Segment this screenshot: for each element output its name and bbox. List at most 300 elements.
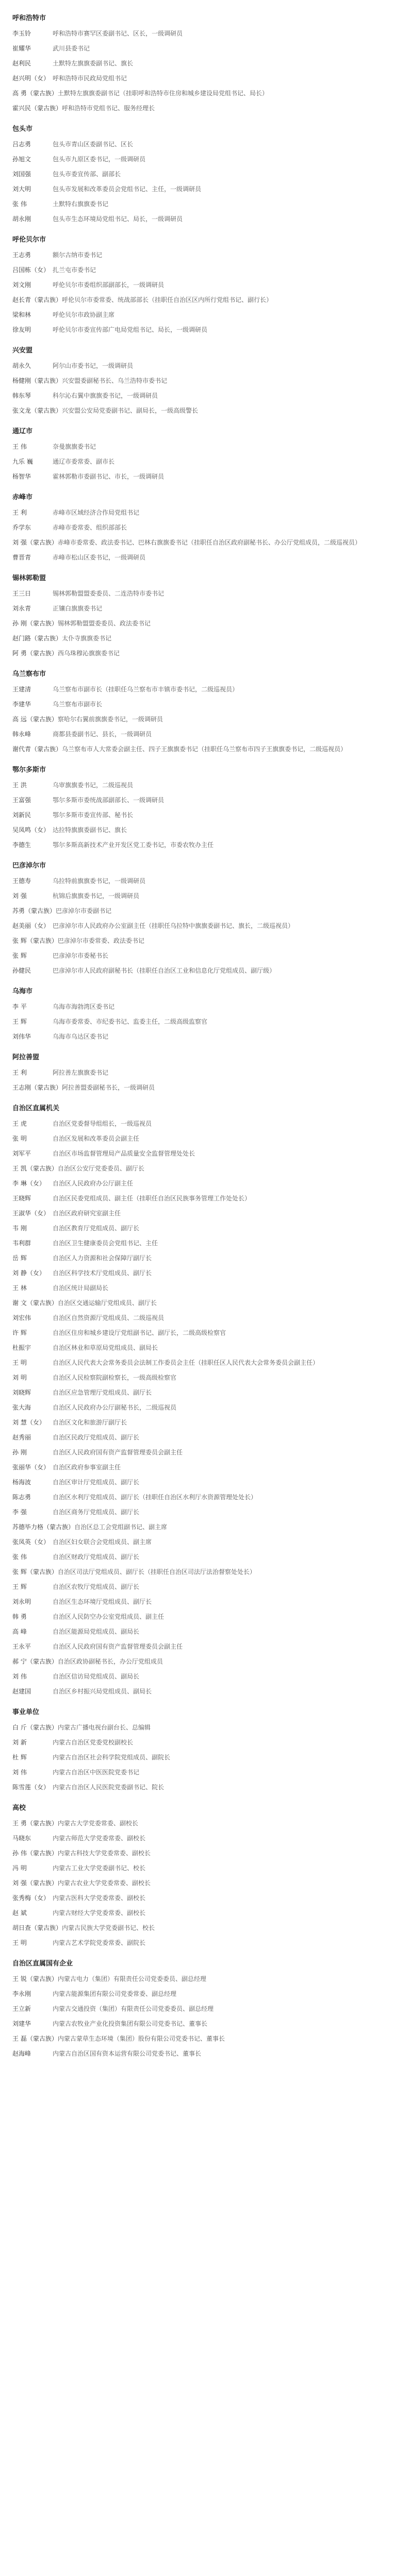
person-title: 自治区民委党组成员、副主任（挂职任自治区民族事务管理工作处处长）	[53, 1195, 251, 1202]
person-title: 巴彦淖尔市人民政府副秘书长（挂职任自治区工业和信息化厅党组成员、副厅级）	[53, 967, 276, 974]
person-name: 王志勇	[12, 251, 31, 259]
section-heading: 自治区直属国有企业	[12, 1960, 73, 1968]
person-title: 呼伦贝尔市委常委、统战部部长（挂职任自治区区内所行党组书记、副行长）	[62, 296, 273, 303]
entry-list	[12, 26, 396, 116]
person-name: 王三日	[12, 590, 31, 597]
person-title: 自治区信访局党组成员、副局长	[53, 1673, 140, 1680]
list-item	[12, 1891, 396, 1906]
person-name: 韩 勇	[12, 1613, 27, 1620]
list-item	[12, 248, 396, 263]
list-item	[12, 1415, 396, 1430]
list-item	[12, 56, 396, 71]
person-title: 呼伦贝尔市委宣传部广电局党组书记、局长，一级调研员	[53, 326, 208, 333]
list-item	[12, 919, 396, 934]
person-name: 杨智华	[12, 473, 31, 480]
person-title: 呼和浩特市党组书记、服务经理长	[62, 105, 155, 112]
section	[12, 5, 396, 116]
section-heading: 巴彦淖尔市	[12, 862, 46, 870]
list-item	[12, 454, 396, 469]
person-title: 奈曼旗旗委书记	[53, 443, 96, 450]
person-title: 自治区总工会党组副书记、副主席	[74, 1523, 168, 1531]
person-name: 王 磊（蒙古族）	[12, 2035, 58, 2042]
person-name: 谢代青（蒙古族）	[12, 745, 62, 753]
section	[12, 1044, 396, 1095]
list-item	[12, 137, 396, 152]
list-item	[12, 403, 396, 418]
person-name: 赵 斌	[12, 1909, 27, 1917]
section	[12, 757, 396, 853]
list-item	[12, 646, 396, 661]
person-title: 自治区司法厅党组成员、副厅长（挂职任自治区司法厅法治督察处处长）	[57, 1568, 256, 1575]
list-item	[12, 197, 396, 212]
section-heading: 赤峰市	[12, 494, 33, 501]
person-title: 乌海市乌达区委书记	[53, 1033, 109, 1040]
person-title: 呼和浩特市赛罕区委副书记、区长，一级调研员	[53, 30, 183, 37]
person-name: 九乐 巍	[12, 458, 33, 465]
person-name: 孙 伟（蒙古族）	[12, 1850, 58, 1857]
list-item	[12, 742, 396, 757]
person-title: 内蒙古自治区党委党校副校长	[53, 1739, 134, 1746]
person-name: 许 辉	[12, 1329, 27, 1336]
list-item	[12, 948, 396, 963]
person-name: 胡日查（蒙古族）	[12, 1924, 62, 1931]
person-title: 自治区乡村振兴局党组成员、副局长	[53, 1688, 152, 1695]
list-item	[12, 1326, 396, 1341]
person-name: 刘宏伟	[12, 1314, 31, 1321]
list-item	[12, 1475, 396, 1490]
person-name: 阿 勇（蒙古族）	[12, 650, 58, 657]
list-item	[12, 520, 396, 535]
person-name: 冯 明	[12, 1865, 27, 1872]
person-name: 张丽华（女）	[12, 1464, 50, 1471]
list-item	[12, 263, 396, 278]
person-name: 曹晋青	[12, 554, 31, 561]
person-title: 自治区公安厅党委委员、副厅长	[57, 1165, 144, 1172]
list-item	[12, 1720, 396, 1735]
person-title: 扎兰屯市委书记	[53, 266, 96, 274]
person-name: 霍兴民（蒙古族）	[12, 105, 62, 112]
list-item	[12, 793, 396, 808]
section-heading: 包头市	[12, 125, 33, 133]
person-name: 张 明	[12, 1135, 27, 1142]
person-title: 内蒙古广播电视台副台长、总编辑	[57, 1724, 151, 1731]
person-title: 锡林郭勒盟盟委委员、二连浩特市委书记	[53, 590, 165, 597]
entry-list	[12, 359, 396, 418]
person-name: 韩东琴	[12, 392, 31, 399]
person-title: 自治区教育厅党组成员、副厅长	[53, 1225, 140, 1232]
person-title: 达拉特旗旗委副书记、旗长	[53, 826, 127, 834]
section	[12, 1795, 396, 1951]
person-name: 高 峰	[12, 1628, 27, 1635]
list-item	[12, 293, 396, 308]
section	[12, 418, 396, 484]
list-item	[12, 388, 396, 403]
section	[12, 661, 396, 757]
list-item	[12, 1765, 396, 1780]
list-item	[12, 874, 396, 889]
person-name: 韦利群	[12, 1240, 31, 1247]
list-item	[12, 1972, 396, 1987]
list-item	[12, 2016, 396, 2031]
person-name: 王 凯（蒙古族）	[12, 1165, 58, 1172]
person-title: 自治区能源局党组成员、副局长	[53, 1628, 140, 1635]
list-item	[12, 1580, 396, 1595]
person-name: 王 明	[12, 1939, 27, 1946]
list-item	[12, 1370, 396, 1385]
section-heading: 兴安盟	[12, 347, 33, 354]
person-name: 王 辉	[12, 1018, 27, 1025]
person-title: 自治区政府研究室副主任	[53, 1210, 121, 1217]
list-item	[12, 1520, 396, 1535]
person-title: 包头市生态环境局党组书记、局长，一级调研员	[53, 215, 183, 223]
person-name: 赵门路（蒙古族）	[12, 635, 62, 642]
person-title: 包头市九原区委书记，一级调研员	[53, 156, 146, 163]
list-item	[12, 823, 396, 838]
section-heading: 呼和浩特市	[12, 14, 46, 22]
person-title: 自治区统计局副局长	[53, 1284, 109, 1292]
person-title: 自治区人民防空办公室党组成员、副主任	[53, 1613, 165, 1620]
person-name: 吕国栋（女）	[12, 266, 50, 274]
person-title: 自治区审计厅党组成员、副厅长	[53, 1479, 140, 1486]
person-title: 兴安盟委副秘书长、乌兰浩特市委书记	[62, 377, 168, 384]
person-title: 鄂尔多斯高新技术产业开发区党工委书记，市委农牧办主任	[53, 841, 214, 849]
person-name: 乔学东	[12, 524, 31, 531]
list-item	[12, 505, 396, 520]
entry-list	[12, 1720, 396, 1795]
list-item	[12, 1535, 396, 1550]
person-title: 赤峰市委常委、政法委书记、巴林右旗旗委书记（挂职任自治区政府副秘书长、办公厅党组成员，二级巡视员）	[57, 539, 361, 546]
list-item	[12, 1750, 396, 1765]
list-item	[12, 1131, 396, 1146]
person-title: 锡林郭勒盟盟委委员、政法委书记	[57, 620, 151, 627]
person-name: 赵建国	[12, 1688, 31, 1695]
person-title: 鄂尔多斯市委宣传部、秘书长	[53, 811, 134, 819]
list-item	[12, 1624, 396, 1639]
section	[12, 1699, 396, 1795]
person-name: 王 锐（蒙古族）	[12, 1975, 58, 1982]
person-title: 内蒙古交通投资（集团）有限责任公司党委委员、副总经理	[53, 2005, 214, 2012]
person-name: 陈雪莲（女）	[12, 1784, 50, 1791]
person-name: 韦 刚	[12, 1225, 27, 1232]
list-item	[12, 1400, 396, 1415]
person-title: 兴安盟公安局党委副书记、副局长，一级高级警长	[62, 407, 199, 414]
person-name: 刘 慧（女）	[12, 1419, 45, 1426]
list-item	[12, 1266, 396, 1281]
list-item	[12, 1281, 396, 1296]
person-name: 张大海	[12, 1404, 31, 1411]
section	[12, 978, 396, 1044]
person-title: 杭锦后旗旗委书记，一级调研员	[53, 892, 140, 900]
entry-list	[12, 874, 396, 978]
person-name: 王 勇（蒙古族）	[12, 1820, 58, 1827]
list-item	[12, 2002, 396, 2016]
person-title: 通辽市委常委、副市长	[53, 458, 115, 465]
entry-list	[12, 586, 396, 661]
person-title: 呼伦贝尔市委组织部副部长，一级调研员	[53, 281, 165, 289]
person-title: 巴彦淖尔市人民政府办公室副主任（挂职任乌拉特中旗旗委副书记、旗长，二级巡视员）	[53, 922, 295, 929]
person-title: 太仆寺旗旗委书记	[62, 635, 112, 642]
person-name: 梁和林	[12, 311, 31, 318]
section-heading: 高校	[12, 1804, 26, 1812]
person-name: 王 利	[12, 509, 27, 516]
section-heading: 呼伦贝尔市	[12, 236, 46, 244]
person-name: 刘 强	[12, 892, 27, 900]
list-item	[12, 1936, 396, 1951]
list-item	[12, 1987, 396, 2002]
person-name: 李永刚	[12, 1990, 31, 1997]
list-item	[12, 101, 396, 116]
section-heading: 鄂尔多斯市	[12, 766, 46, 774]
list-item	[12, 1116, 396, 1131]
person-title: 自治区商务厅党组成员、副厅长	[53, 1509, 140, 1516]
section-heading: 阿拉善盟	[12, 1054, 40, 1061]
list-item	[12, 712, 396, 727]
list-item	[12, 1505, 396, 1520]
list-item	[12, 1311, 396, 1326]
person-name: 王富强	[12, 796, 31, 804]
person-title: 巴彦淖尔市委副书记	[56, 907, 112, 914]
list-item	[12, 631, 396, 646]
list-item	[12, 1176, 396, 1191]
person-title: 自治区人力资源和社会保障厅副厅长	[53, 1255, 152, 1262]
entry-list	[12, 778, 396, 853]
list-item	[12, 1921, 396, 1936]
person-name: 李建华	[12, 701, 31, 708]
list-item	[12, 41, 396, 56]
person-name: 王建清	[12, 686, 31, 693]
list-item	[12, 778, 396, 793]
person-name: 张 辉	[12, 952, 27, 959]
person-name: 岳 辉	[12, 1255, 27, 1262]
person-title: 武川县委书记	[53, 45, 90, 52]
person-name: 张凤英（女）	[12, 1538, 50, 1546]
person-name: 刘新民	[12, 811, 31, 819]
person-title: 科尔沁右翼中旗旗委书记，一级调研员	[53, 392, 158, 399]
list-item	[12, 1669, 396, 1684]
person-name: 高 勇（蒙古族）	[12, 90, 58, 97]
person-title: 自治区发展和改革委员会副主任	[53, 1135, 140, 1142]
list-item	[12, 1029, 396, 1044]
person-title: 内蒙古电力（集团）有限责任公司党委委员、副总经理	[57, 1975, 206, 1982]
list-item	[12, 1296, 396, 1311]
person-name: 刘 强（蒙古族）	[12, 539, 58, 546]
person-name: 孙旭文	[12, 156, 31, 163]
person-title: 自治区人民政府国有资产监督管理委员会副主任	[53, 1643, 183, 1650]
person-title: 土默特右旗旗委书记	[53, 200, 109, 208]
person-title: 乌海市海勃湾区委书记	[53, 1003, 115, 1010]
person-title: 额尔古纳市委书记	[53, 251, 103, 259]
list-item	[12, 999, 396, 1014]
list-item	[12, 1251, 396, 1266]
person-name: 赵利民	[12, 60, 31, 67]
person-title: 阿拉善盟委副秘书长，一级调研员	[62, 1084, 155, 1091]
list-item	[12, 1490, 396, 1505]
section-heading: 自治区直属机关	[12, 1105, 60, 1112]
list-item	[12, 1065, 396, 1080]
list-item	[12, 616, 396, 631]
person-name: 王 辉	[12, 1583, 27, 1590]
person-name: 李玉铃	[12, 30, 31, 37]
section-heading: 乌海市	[12, 988, 33, 995]
person-name: 苏德毕力格（蒙古族）	[12, 1523, 75, 1531]
list-item	[12, 934, 396, 948]
person-title: 包头市委宣传部、副部长	[53, 171, 121, 178]
person-title: 乌兰察布市副市长（挂职任乌兰察布市丰镇市委书记，二级巡视员）	[53, 686, 239, 693]
person-title: 鄂尔多斯市委统战部副部长、一级调研员	[53, 796, 165, 804]
list-item	[12, 1876, 396, 1891]
entry-list	[12, 682, 396, 757]
person-name: 刘永青	[12, 605, 31, 612]
person-title: 自治区人民代表大会常务委员会法制工作委员会主任（挂职任区人民代表大会常务委员会副主任）	[53, 1359, 319, 1366]
list-item	[12, 808, 396, 823]
person-title: 包头市发展和改革委员会党组书记、主任，一级调研员	[53, 185, 202, 193]
person-title: 土默特左旗旗委副书记、旗长	[53, 60, 134, 67]
person-name: 张文龙（蒙古族）	[12, 407, 62, 414]
person-title: 巴彦淖尔市委秘书长	[53, 952, 109, 959]
entry-list	[12, 505, 396, 565]
list-item	[12, 1080, 396, 1095]
person-title: 自治区人民政府办公厅副秘书长，二级巡视员	[53, 1404, 177, 1411]
person-title: 自治区民政厅党组成员、副厅长	[53, 1434, 140, 1441]
section	[12, 227, 396, 337]
person-title: 自治区水利厅党组成员、副厅长（挂职任自治区水利厅水资源管理处处长）	[53, 1494, 257, 1501]
person-name: 高 远（蒙古族）	[12, 716, 58, 723]
list-item	[12, 1191, 396, 1206]
person-title: 内蒙古自治区社会科学院党组成员、副院长	[53, 1754, 171, 1761]
person-name: 刘 新	[12, 1739, 27, 1746]
person-name: 李 琳（女）	[12, 1180, 45, 1187]
person-name: 刘伟华	[12, 1033, 31, 1040]
list-item	[12, 439, 396, 454]
list-item	[12, 1161, 396, 1176]
list-item	[12, 838, 396, 853]
person-title: 赤峰市委常委、组织部部长	[53, 524, 127, 531]
person-title: 内蒙古民族大学党委副书记、校长	[62, 1924, 155, 1931]
list-item	[12, 1735, 396, 1750]
person-name: 吴凤鸣（女）	[12, 826, 50, 834]
person-title: 内蒙古自治区中医医院党委书记	[53, 1769, 140, 1776]
list-item	[12, 601, 396, 616]
person-title: 自治区妇女联合会党组成员、副主席	[53, 1538, 152, 1546]
person-name: 张 伟	[12, 1553, 27, 1561]
person-title: 内蒙古自治区国有资本运营有限公司党委书记、董事长	[53, 2050, 202, 2057]
person-name: 谢 文（蒙古族）	[12, 1299, 58, 1307]
person-name: 赵兴明（女）	[12, 75, 50, 82]
person-name: 王 利	[12, 1069, 27, 1076]
section	[12, 1095, 396, 1699]
person-title: 自治区人民政府办公厅副主任	[53, 1180, 134, 1187]
person-name: 苏勇（蒙古族）	[12, 907, 56, 914]
list-item	[12, 1831, 396, 1846]
list-item	[12, 374, 396, 388]
person-name: 李 强	[12, 1509, 27, 1516]
person-name: 赵长青（蒙古族）	[12, 296, 62, 303]
person-title: 内蒙古能源集团有限公司党委常委、副总经理	[53, 1990, 177, 1997]
section	[12, 1951, 396, 2061]
person-name: 赵美丽（女）	[12, 922, 50, 929]
person-name: 张 辉（蒙古族）	[12, 937, 58, 944]
person-title: 呼伦贝尔市政协副主席	[53, 311, 115, 318]
person-title: 自治区农牧厅党组成员、副厅长	[53, 1583, 140, 1590]
person-name: 崔耀华	[12, 45, 31, 52]
person-name: 刘晓辉	[12, 1389, 31, 1396]
person-name: 王淑华（女）	[12, 1210, 50, 1217]
person-name: 刘 明	[12, 1374, 27, 1381]
list-item	[12, 535, 396, 550]
list-item	[12, 1550, 396, 1565]
person-title: 自治区财政厅党组成员、副厅长	[53, 1553, 140, 1561]
person-title: 内蒙古蒙草生态环境（集团）股份有限公司党委书记、董事长	[57, 2035, 225, 2042]
person-name: 郝 宁（蒙古族）	[12, 1658, 58, 1665]
person-name: 王 虎	[12, 1120, 27, 1127]
person-name: 李 平	[12, 1003, 27, 1010]
person-title: 乌兰察布市副市长	[53, 701, 103, 708]
person-name: 王 伟	[12, 443, 27, 450]
person-title: 商都县委副书记、县长，一级调研员	[53, 731, 152, 738]
person-name: 胡永刚	[12, 215, 31, 223]
person-name: 刘 伟	[12, 1673, 27, 1680]
person-title: 察哈尔右翼前旗旗委书记，一级调研员	[57, 716, 163, 723]
person-name: 韩永峰	[12, 731, 31, 738]
person-title: 自治区政协副秘书长，办公厅党组成员	[57, 1658, 163, 1665]
list-item	[12, 1906, 396, 1921]
person-name: 王晓辉	[12, 1195, 31, 1202]
person-name: 刘永明	[12, 1598, 31, 1605]
person-name: 徐友明	[12, 326, 31, 333]
person-title: 自治区人民政府国有资产监督管理委员会副主任	[53, 1449, 183, 1456]
person-name: 刘 伟	[12, 1769, 27, 1776]
section	[12, 337, 396, 418]
person-name: 杜 辉	[12, 1754, 27, 1761]
list-item	[12, 1780, 396, 1795]
person-title: 土默特左旗旗委副书记（挂职呼和浩特市住房和城乡建设局党组书记、局长）	[57, 90, 268, 97]
person-title: 自治区林业和草原局党组成员、副局长	[53, 1344, 158, 1351]
person-title: 内蒙古科技大学党委常委、副校长	[57, 1850, 151, 1857]
entry-list	[12, 1972, 396, 2061]
person-name: 王 林	[12, 1284, 27, 1292]
section	[12, 484, 396, 565]
person-title: 自治区人民检察院副检察长，一级高级检察官	[53, 1374, 177, 1381]
person-title: 霍林郭勒市委副书记、市长，一级调研员	[53, 473, 165, 480]
person-title: 自治区市场监督管理局产品质量安全监督管理处处长	[53, 1150, 195, 1157]
person-name: 吕志勇	[12, 141, 31, 148]
person-name: 张 伟	[12, 200, 27, 208]
person-name: 孙健民	[12, 967, 31, 974]
list-item	[12, 323, 396, 337]
person-name: 杨海波	[12, 1479, 31, 1486]
person-name: 杜振宇	[12, 1344, 31, 1351]
entry-list	[12, 439, 396, 484]
entry-list	[12, 1065, 396, 1095]
list-item	[12, 1341, 396, 1355]
person-name: 王 洪	[12, 782, 27, 789]
list-item	[12, 889, 396, 904]
list-item	[12, 697, 396, 712]
entry-list	[12, 1116, 396, 1699]
person-title: 赤峰市区域经济合作局党组书记	[53, 509, 140, 516]
entry-list	[12, 248, 396, 337]
person-title: 赤峰市松山区委书记，一级调研员	[53, 554, 146, 561]
person-title: 乌拉特前旗旗委书记，一级调研员	[53, 877, 146, 885]
list-item	[12, 1385, 396, 1400]
section-heading: 事业单位	[12, 1708, 40, 1716]
person-name: 孙 刚（蒙古族）	[12, 620, 58, 627]
list-item	[12, 71, 396, 86]
list-item	[12, 1609, 396, 1624]
list-item	[12, 2046, 396, 2061]
entry-list	[12, 137, 396, 227]
list-item	[12, 1430, 396, 1445]
